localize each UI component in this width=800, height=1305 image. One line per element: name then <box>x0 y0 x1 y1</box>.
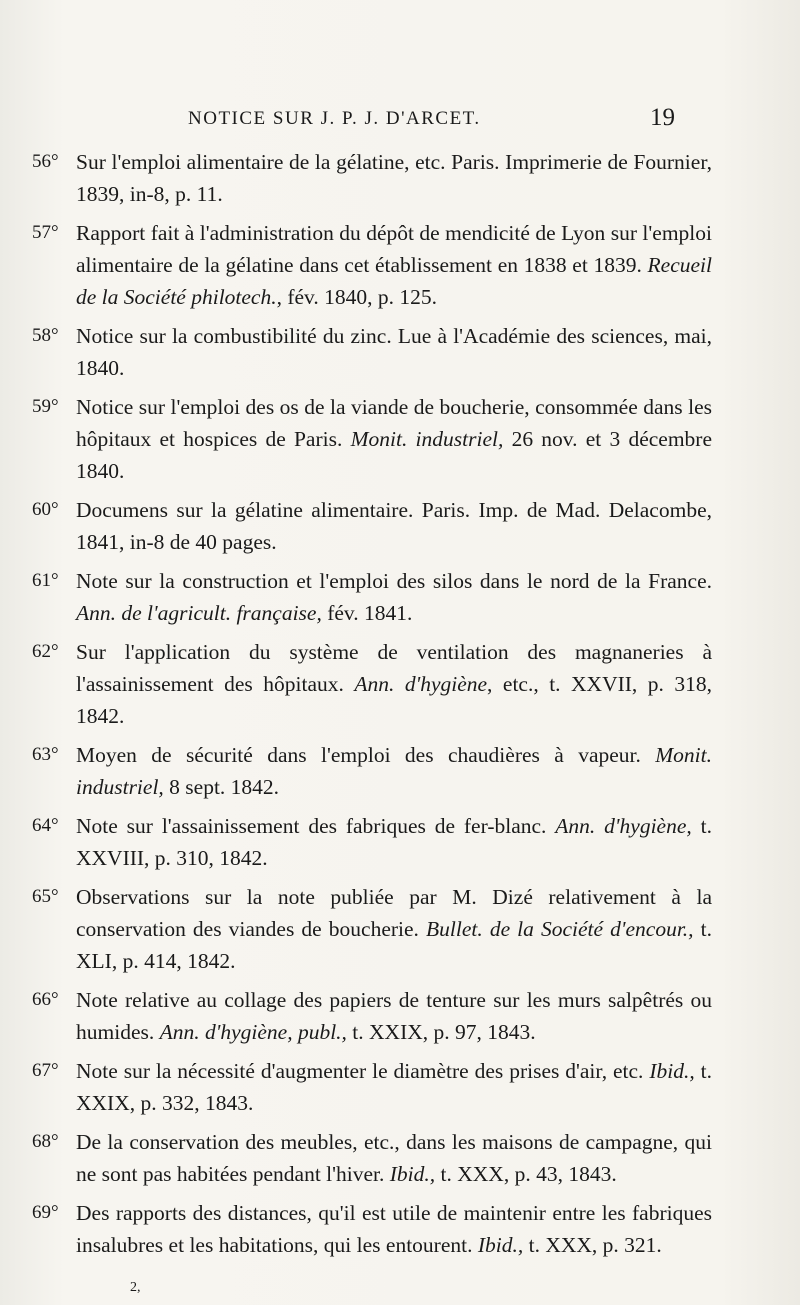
entry-text: Moyen de sécurité dans l'emploi des chaudières à vapeur. <box>76 743 641 767</box>
entry-citation: t. XXX, p. 321. <box>523 1233 662 1257</box>
entry-reference: Bullet. de la Société d'encour., <box>426 917 694 941</box>
entry-reference: Ann. d'hygiène <box>354 672 488 696</box>
entry-text: Note sur la construction et l'emploi des silos dans le nord de la France. <box>76 569 712 593</box>
entry-reference: Recueil de la Société philotech. <box>76 253 713 309</box>
entry-text: Sur l'application du système de ventilation des magnaneries à l'assainissement des hôpitaux. <box>76 640 712 696</box>
entry-number: 59° <box>32 396 59 417</box>
entry-text: Note relative au collage des papiers de tenture sur les murs salpêtrés ou humides. <box>76 988 712 1044</box>
entry-reference: Ibid., <box>389 1162 436 1186</box>
entry-citation: 26 nov. et 3 décembre 1840. <box>76 427 713 483</box>
entry-number: 60° <box>32 499 59 520</box>
bibliography-entry <box>32 494 712 558</box>
entry-text: Des rapports des distances, qu'il est utile de maintenir entre les fabriques insalubres et les habitations, qui les entourent. <box>76 1201 712 1257</box>
entry-number: 67° <box>32 1060 59 1081</box>
bibliography-entry <box>32 984 712 1048</box>
entry-citation: t. XXIX, p. 97, 1843. <box>346 1020 536 1044</box>
bibliography-entry <box>32 810 712 874</box>
entry-citation: t. XXIX, p. 332, 1843. <box>76 1059 713 1115</box>
bibliography-entry <box>32 739 712 803</box>
entry-number: 64° <box>32 815 59 836</box>
entry-text: Documens sur la gélatine alimentaire. Paris. Imp. de Mad. Delacombe, 1841, in-8 de 40 pages. <box>76 498 712 554</box>
bibliography-entry <box>32 146 712 210</box>
bibliography-entry <box>32 881 712 977</box>
bibliography-entry <box>32 1197 712 1261</box>
entry-text: Notice sur la combustibilité du zinc. Lue à l'Académie des sciences, mai, 1840. <box>76 324 712 380</box>
entry-number: 62° <box>32 641 59 662</box>
bibliography-entry <box>32 391 712 487</box>
entry-reference: Ibid., <box>649 1059 695 1083</box>
entry-citation: t. XLI, p. 414, 1842. <box>76 917 712 973</box>
entry-number: 63° <box>32 744 59 765</box>
entry-number: 57° <box>32 222 59 243</box>
entry-text: Observations sur la note publiée par M. Dizé relativement à la conservation des viandes de boucherie. <box>76 885 712 941</box>
entry-number: 66° <box>32 989 59 1010</box>
entry-text: Notice sur l'emploi des os de la viande de boucherie, consommée dans les hôpitaux et hospices de Paris. <box>76 395 712 451</box>
page-number: 19 <box>650 104 675 131</box>
entry-text: Note sur l'assainissement des fabriques de fer-blanc. <box>76 814 547 838</box>
entry-text: Sur l'emploi alimentaire de la gélatine, etc. Paris. Imprimerie de Fournier, 1839, in-8, p. 11. <box>76 150 712 206</box>
bibliography-entry <box>32 320 712 384</box>
bibliography-entry <box>32 565 712 629</box>
entry-citation: , fév. 1840, p. 125. <box>276 285 438 309</box>
running-head-title: NOTICE SUR J. P. J. D'ARCET. <box>188 108 481 129</box>
entry-text: Note sur la nécessité d'augmenter le diamètre des prises d'air, etc. <box>76 1059 644 1083</box>
entry-citation: t. XXX, p. 43, 1843. <box>435 1162 617 1186</box>
entry-number: 58° <box>32 325 59 346</box>
entry-text: Rapport fait à l'administration du dépôt de mendicité de Lyon sur l'emploi alimentaire de la gélatine dans cet établissement en 1838 et 1839. <box>76 221 712 277</box>
entry-number: 65° <box>32 886 59 907</box>
bibliography-entry <box>32 1055 712 1119</box>
entry-reference: Ann. d'hygiène, <box>555 814 692 838</box>
entry-citation: t. XXVIII, p. 310, 1842. <box>76 814 712 870</box>
entry-citation: , etc., t. XXVII, p. 318, 1842. <box>76 672 712 728</box>
entry-reference: Ann. de l'agricult. française, <box>76 601 322 625</box>
entry-reference: Monit. industriel, <box>76 743 712 799</box>
entry-reference: Ibid., <box>477 1233 524 1257</box>
bibliography-entry <box>32 217 712 313</box>
running-head <box>0 104 800 138</box>
entry-citation: 8 sept. 1842. <box>163 775 280 799</box>
bibliography-entry <box>32 1126 712 1190</box>
entry-number: 61° <box>32 570 59 591</box>
entry-number: 68° <box>32 1131 59 1152</box>
entry-reference: Ann. d'hygiène, publ., <box>159 1020 347 1044</box>
entry-text: De la conservation des meubles, etc., dans les maisons de campagne, qui ne sont pas habitées pendant l'hiver. <box>76 1130 712 1186</box>
entry-reference: Monit. industriel, <box>350 427 504 451</box>
bibliography-entry <box>32 636 712 732</box>
entry-number: 56° <box>32 151 59 172</box>
signature-mark: 2, <box>130 1280 141 1295</box>
entry-number: 69° <box>32 1202 59 1223</box>
bibliography-list <box>32 146 712 1261</box>
entry-citation: fév. 1841. <box>321 601 413 625</box>
